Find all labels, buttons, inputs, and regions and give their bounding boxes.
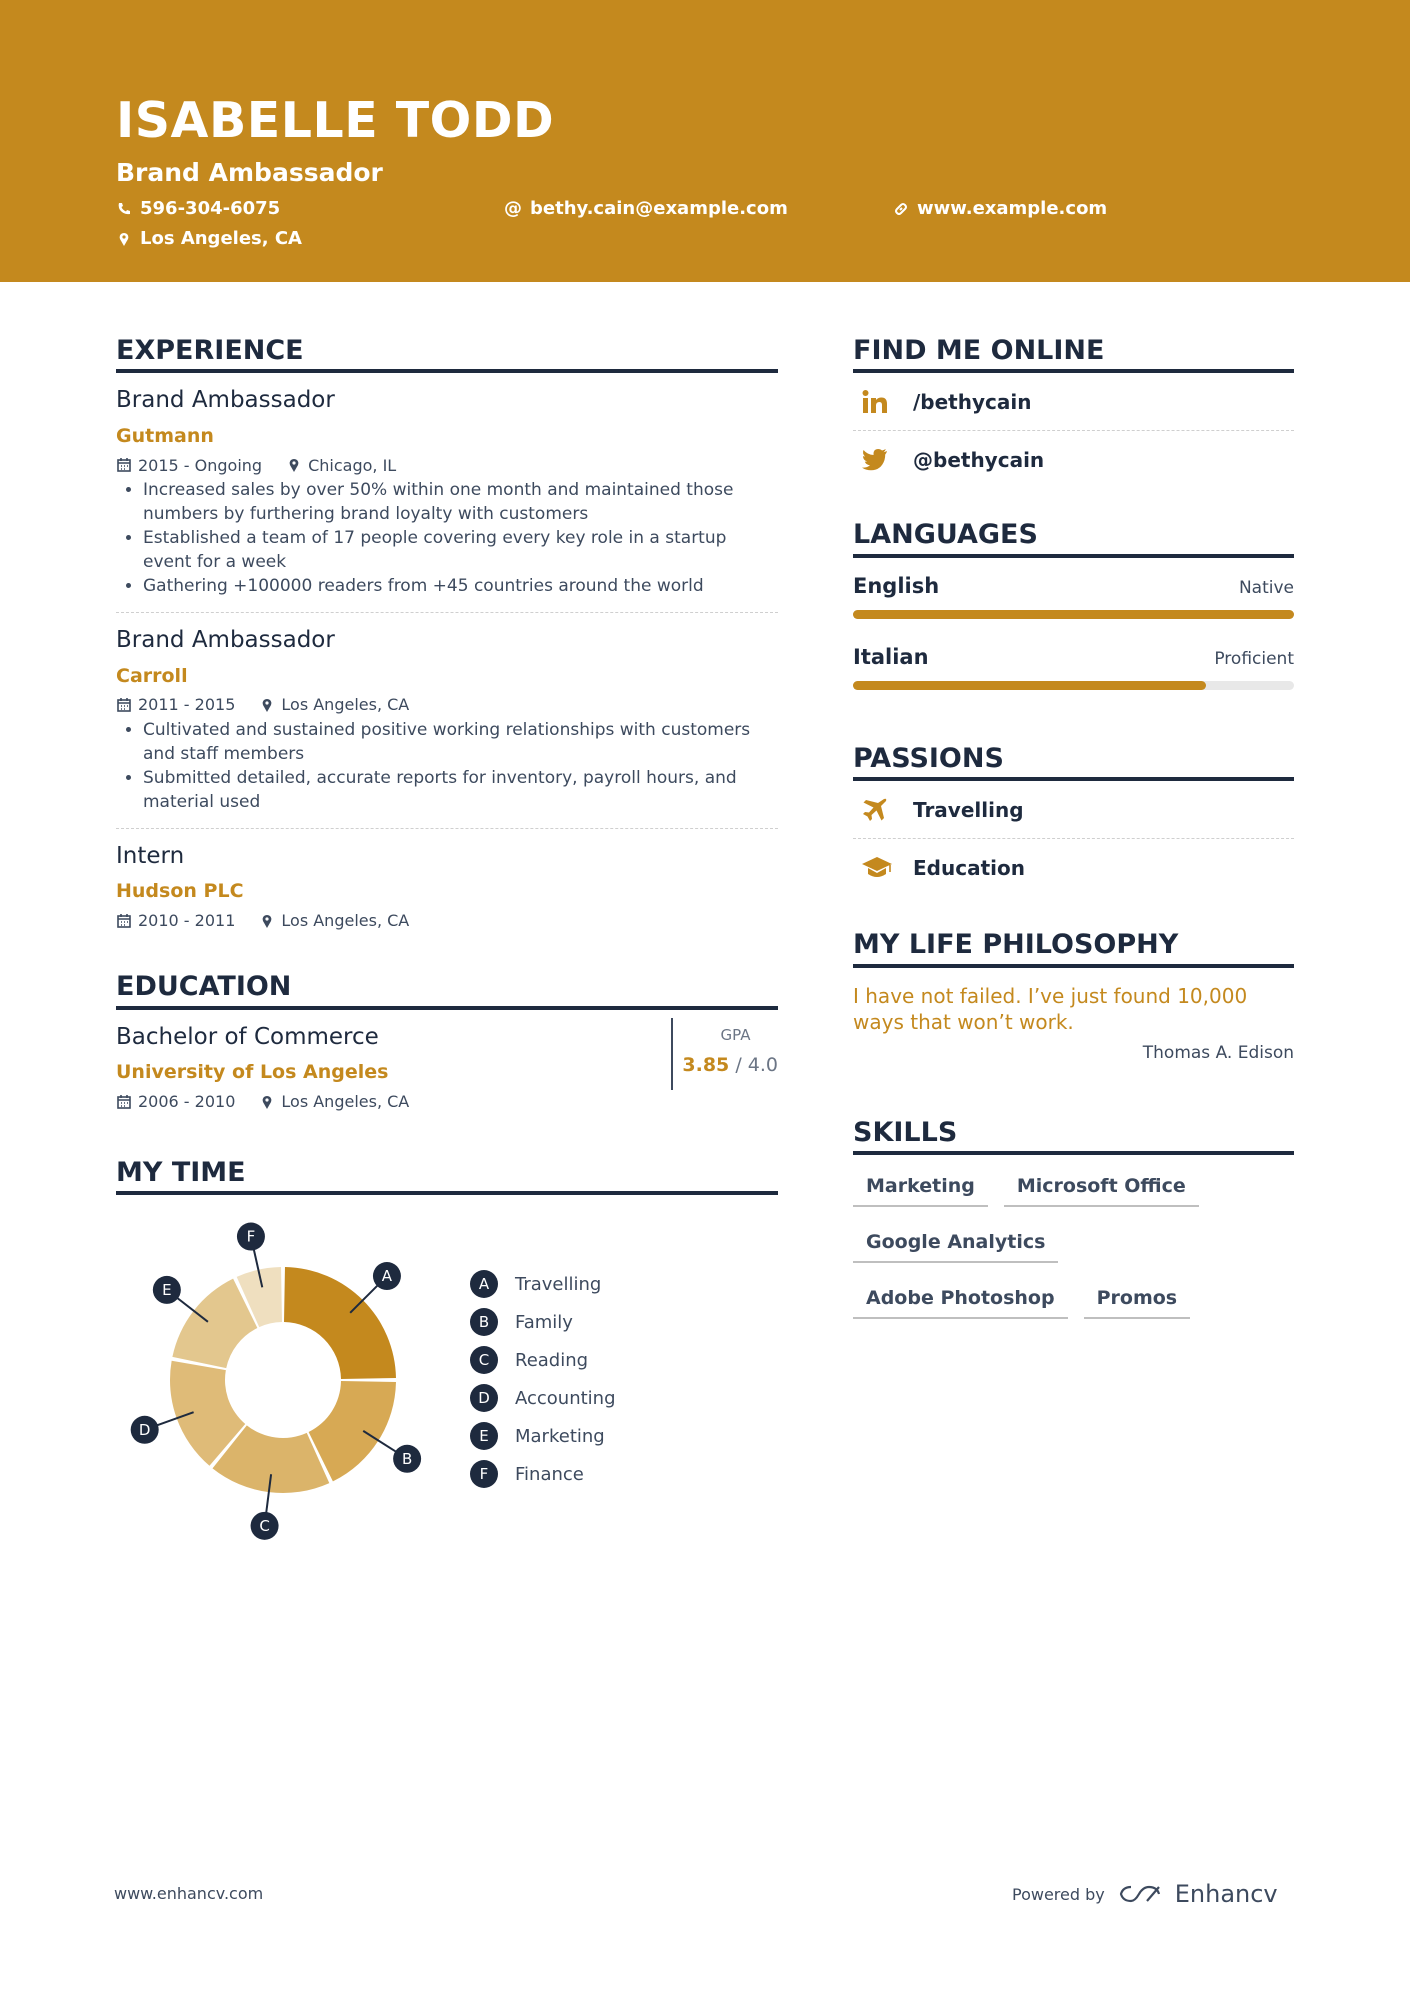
language-level: Native — [1238, 577, 1294, 598]
powered-by-text: Powered by — [1012, 1884, 1105, 1904]
language-proficiency-bar — [853, 681, 1294, 690]
legend-badge: D — [470, 1384, 498, 1412]
languages-list — [853, 574, 1294, 690]
twitter-link[interactable] — [853, 431, 1294, 488]
job-title: Brand Ambassador — [116, 387, 335, 414]
experience-entry — [116, 613, 778, 829]
language-item — [853, 645, 1294, 690]
legend-badge: F — [470, 1460, 498, 1488]
philosophy-quote: I have not failed. I’ve just found 10,000 ways that won’t work. — [853, 983, 1248, 1034]
job-dates: 2010 - 2011 — [138, 910, 236, 930]
website-contact[interactable] — [893, 200, 1107, 218]
language-level: Proficient — [1214, 648, 1294, 669]
calendar-icon — [116, 457, 132, 473]
twitter-handle: @bethycain — [913, 447, 1045, 472]
languages-heading: LANGUAGES — [853, 519, 1294, 557]
education-location: Los Angeles, CA — [281, 1091, 410, 1111]
language-name: Italian — [853, 644, 929, 669]
email-contact[interactable] — [504, 200, 788, 218]
legend-item — [470, 1265, 616, 1303]
map-pin-icon — [286, 457, 302, 473]
email-text: bethy.cain@example.com — [530, 198, 788, 219]
job-title: Intern — [116, 842, 185, 869]
skill-tag: Adobe Photoshop — [853, 1279, 1068, 1319]
phone-text: 596-304-6075 — [140, 198, 281, 219]
education-heading: EDUCATION — [116, 971, 778, 1009]
candidate-name: ISABELLE TODD — [116, 92, 555, 149]
donut-callout-letter: A — [381, 1267, 393, 1286]
skills-list — [853, 1167, 1294, 1335]
calendar-icon — [116, 1094, 132, 1110]
job-bullet: • Established a team of 17 people covering every key role in a startup event for a week — [143, 526, 778, 574]
skill-tag: Marketing — [853, 1167, 988, 1207]
passion-label: Travelling — [913, 797, 1024, 822]
language-proficiency-bar — [853, 610, 1294, 619]
job-bullets — [116, 478, 778, 598]
job-meta — [116, 456, 778, 475]
legend-badge: A — [470, 1270, 498, 1298]
skill-tag: Google Analytics — [853, 1223, 1058, 1263]
website-text: www.example.com — [917, 198, 1108, 219]
company-name: Carroll — [116, 664, 188, 687]
resume-header — [0, 0, 1410, 282]
job-bullets — [116, 718, 778, 814]
donut-callout-letter: D — [138, 1420, 151, 1439]
job-dates: 2011 - 2015 — [138, 695, 236, 715]
education-entry — [116, 1010, 778, 1112]
legend-label: Marketing — [515, 1425, 605, 1447]
legend-badge: E — [470, 1422, 498, 1450]
job-location: Chicago, IL — [308, 455, 397, 475]
twitter-icon — [861, 448, 889, 472]
map-pin-icon — [259, 697, 275, 713]
job-meta — [116, 695, 778, 714]
location-contact — [116, 230, 302, 248]
language-item — [853, 574, 1294, 619]
footer-site-link[interactable]: www.enhancv.com — [114, 1884, 264, 1903]
passions-heading: PASSIONS — [853, 743, 1294, 781]
job-bullet: • Gathering +100000 readers from +45 countries around the world — [143, 574, 778, 598]
job-bullet: • Submitted detailed, accurate reports for inventory, payroll hours, and material used — [143, 766, 778, 814]
my-time-heading: MY TIME — [116, 1157, 778, 1195]
passion-item — [853, 839, 1294, 896]
phone-icon — [116, 201, 132, 217]
legend-item — [470, 1379, 616, 1417]
language-proficiency-fill — [853, 681, 1206, 690]
legend-item — [470, 1455, 616, 1493]
calendar-icon — [116, 913, 132, 929]
map-pin-icon — [116, 231, 132, 247]
legend-label: Reading — [515, 1349, 589, 1371]
gpa-value: 3.85 / 4.0 — [682, 1053, 778, 1076]
skill-tag: Promos — [1084, 1279, 1191, 1319]
degree: Bachelor of Commerce — [116, 1023, 379, 1050]
experience-heading: EXPERIENCE — [116, 335, 778, 373]
skill-tag: Microsoft Office — [1004, 1167, 1199, 1207]
education-meta — [116, 1092, 671, 1111]
linkedin-icon — [861, 388, 889, 416]
my-time-donut-chart — [130, 1220, 413, 1535]
job-location: Los Angeles, CA — [281, 910, 410, 930]
enhancv-logo-icon — [1117, 1882, 1163, 1906]
location-text: Los Angeles, CA — [140, 228, 302, 249]
company-name: Gutmann — [116, 424, 214, 447]
gpa-label: GPA — [720, 1025, 751, 1044]
enhancv-brand: Enhancv — [1174, 1880, 1278, 1908]
gpa-box — [671, 1018, 778, 1090]
my-time-legend — [470, 1265, 616, 1493]
experience-entry — [116, 373, 778, 613]
legend-badge: B — [470, 1308, 498, 1336]
language-proficiency-fill — [853, 610, 1294, 619]
plane-icon — [861, 796, 889, 824]
find-me-online-heading: FIND ME ONLINE — [853, 335, 1294, 373]
candidate-title: Brand Ambassador — [116, 158, 383, 187]
legend-label: Finance — [515, 1463, 584, 1485]
legend-item — [470, 1341, 616, 1379]
legend-badge: C — [470, 1346, 498, 1374]
legend-label: Travelling — [515, 1273, 602, 1295]
company-name: Hudson PLC — [116, 880, 244, 903]
job-meta — [116, 911, 778, 930]
donut-callout-letter: F — [246, 1227, 256, 1246]
graduation-cap-icon — [861, 855, 893, 881]
language-name: English — [853, 573, 940, 598]
phone-contact[interactable] — [116, 200, 280, 218]
donut-callout-letter: C — [259, 1516, 270, 1535]
philosophy-heading: MY LIFE PHILOSOPHY — [853, 929, 1294, 967]
at-icon: @ — [504, 198, 522, 219]
legend-label: Family — [515, 1311, 573, 1333]
experience-list — [116, 373, 778, 930]
legend-item — [470, 1303, 616, 1341]
job-bullet: • Increased sales by over 50% within one month and maintained those numbers by furthering brand loyalty with customers — [143, 478, 778, 526]
passion-label: Education — [913, 855, 1025, 880]
legend-item — [470, 1417, 616, 1455]
left-column — [116, 335, 778, 1195]
job-location: Los Angeles, CA — [281, 695, 410, 715]
quote-author: Thomas A. Edison — [1142, 1042, 1294, 1063]
passions-list — [853, 781, 1294, 896]
skills-heading: SKILLS — [853, 1117, 1294, 1155]
job-dates: 2015 - Ongoing — [138, 455, 263, 475]
donut-callout-letter: E — [162, 1280, 172, 1299]
education-dates: 2006 - 2010 — [138, 1091, 236, 1111]
job-bullet: • Cultivated and sustained positive working relationships with customers and staff members — [143, 718, 778, 766]
linkedin-handle: /bethycain — [913, 389, 1032, 414]
passion-item — [853, 781, 1294, 839]
online-list — [853, 373, 1294, 488]
experience-entry — [116, 829, 778, 931]
link-icon — [893, 201, 909, 217]
calendar-icon — [116, 697, 132, 713]
donut-callout-letter: B — [401, 1449, 413, 1468]
footer-branding — [1012, 1880, 1278, 1908]
right-column — [853, 335, 1294, 1335]
school-name: University of Los Angeles — [116, 1061, 389, 1084]
map-pin-icon — [259, 1094, 275, 1110]
linkedin-link[interactable] — [853, 373, 1294, 431]
job-title: Brand Ambassador — [116, 626, 335, 653]
legend-label: Accounting — [515, 1387, 616, 1409]
map-pin-icon — [259, 913, 275, 929]
